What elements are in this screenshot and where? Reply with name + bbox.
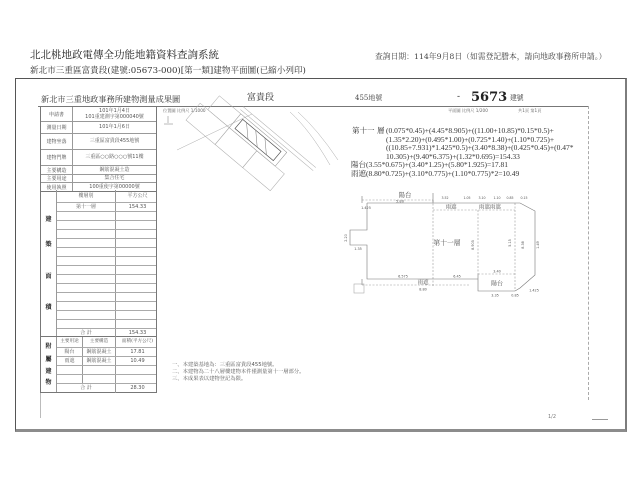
location-map-caption: 位置圖 比例尺 1/1000 — [163, 108, 206, 113]
side-char: 面 — [45, 273, 52, 280]
page-caption: 共1頁 第1頁 — [518, 108, 542, 113]
use-cell: 陽台 — [64, 348, 75, 355]
office-title: 新北市三重地政事務所建物測量成果圖 — [41, 94, 181, 104]
plan-dim: 3.35 — [491, 293, 499, 298]
floor-plan-labels — [344, 190, 540, 298]
formula-line: 10.305)+(9.40*6.375)+(1.32*0.695)=154.33 — [386, 151, 520, 161]
plan-caption: 平面圖 比例尺 1/200 — [448, 108, 488, 113]
header-area: 平方公尺 — [115, 190, 159, 202]
plan-dim: 3.52 — [441, 196, 449, 200]
plan-dim: 0.15 — [520, 196, 528, 200]
plan-top-canopy-label: 雨遮 — [445, 204, 457, 211]
side-char: 附 — [45, 343, 52, 350]
plan-top-canopy-label: 雨遮雨遮 — [478, 204, 502, 211]
info-value: 三重區富貴段455地號 — [89, 138, 140, 145]
system-title: 北北桃地政電傳全功能地籍資料查詢系統 — [30, 49, 219, 61]
structure-cell: 鋼筋混凝土 — [82, 357, 115, 365]
side-char: 築 — [45, 241, 52, 248]
land-number: 455地號 — [355, 94, 383, 102]
plan-dim: 2.20 — [344, 234, 348, 242]
total-value: 154.33 — [115, 329, 159, 337]
header-use: 主要用途 — [60, 338, 79, 344]
plan-dim: 1.35 — [354, 247, 362, 251]
area-cell: 10.49 — [115, 357, 159, 365]
plan-floor-label: 第十一層 — [433, 239, 461, 247]
info-value: 101年1月6日 — [99, 124, 130, 131]
plan-dim: 8.38 — [521, 241, 525, 249]
header-area: 面積(平方公尺) — [115, 337, 159, 347]
plan-bottom-canopy-label: 雨遮 — [417, 280, 429, 286]
query-date: 查詢日期：114年9月8日（如需登記謄本，請向地政事務所申請。） — [375, 52, 607, 61]
page-mark: 1/2 — [548, 414, 557, 420]
plan-dim: 8.905 — [471, 240, 475, 250]
plan-dim: 6.575 — [398, 274, 408, 279]
total-value: 28.30 — [115, 384, 159, 393]
info-label: 主要用途 — [41, 175, 73, 182]
info-label: 使用執照 — [41, 183, 73, 191]
formula-line: (1.35*2.20)+(0.495*1.00)+(0.725*1.40)+(1.10*0.725)+ — [386, 134, 555, 144]
side-char: 建 — [45, 216, 52, 223]
info-value: 三重區○○路○○○號11樓 — [85, 154, 144, 161]
use-cell: 雨遮 — [64, 357, 75, 364]
plan-dim: 8.80 — [419, 287, 427, 292]
location-map — [164, 84, 338, 204]
area-cell: 17.81 — [115, 348, 159, 356]
info-label: 建物坐落 — [41, 134, 73, 149]
plan-dim: 1.425 — [361, 206, 371, 210]
plan-dim: 3.40 — [493, 269, 501, 274]
note-line: 一、本建築基地為：三重區富貴段455地號。 — [172, 362, 278, 368]
info-label: 申請書 — [41, 107, 73, 121]
info-label: 主要構造 — [41, 166, 73, 174]
building-number-prefix: - — [457, 92, 461, 102]
section-name: 富貴段 — [247, 93, 275, 103]
plan-top-balcony-label: 陽台 — [398, 191, 412, 199]
info-label: 建物門牌 — [41, 150, 73, 165]
info-value: 鋼筋混凝土造 — [99, 166, 130, 173]
formula-floor-label: 第十一 — [352, 126, 375, 135]
info-label: 測量日期 — [41, 122, 73, 133]
building-number: 5673 — [471, 90, 508, 105]
formula-canopy: (8.80*0.725)+(3.10*0.775)+(1.10*0.775)*2=10.49 — [366, 168, 520, 178]
floor-cell: 第十一層 — [75, 203, 96, 210]
total-label: 合 計 — [80, 329, 92, 336]
plan-dim: 1.10 — [493, 196, 501, 200]
formula-balcony: (3.55*0.675)+(3.40*1.25)+(5.80*1.925)=17.81 — [366, 160, 509, 169]
plan-dim: 3.10 — [478, 196, 486, 200]
side-char: 建 — [45, 368, 52, 375]
info-value: 100重使字第00000號 — [89, 183, 140, 190]
application-number: 101重建測字第000040號 — [85, 114, 144, 120]
formula-balcony-label: 陽台 — [351, 160, 366, 169]
formula-canopy-label: 雨遮 — [351, 168, 366, 178]
plan-dim: 1.425 — [529, 288, 539, 293]
structure-cell: 鋼筋混凝土 — [82, 348, 115, 356]
plan-dim: 6.45 — [453, 274, 461, 279]
plan-dim: 5.15 — [508, 239, 512, 247]
note-line: 三、本成果表以建物登記為限。 — [172, 376, 247, 382]
formula-line: (0.075*0.45)+(4.45*8.905)+((11.00+10.85)*0.15*0.5)+ — [386, 126, 554, 135]
header-floor: 樓層別 — [78, 192, 94, 199]
formula-line: ((10.85+7.931)*1.425*0.5)+(3.40*8.38)+(0.425*0.45)+(0.47* — [386, 143, 574, 152]
side-char: 物 — [45, 379, 52, 386]
plan-dim: 1.49 — [536, 241, 540, 249]
plan-dim: 5.80 — [395, 199, 405, 204]
info-value: 集合住宅 — [104, 175, 125, 182]
north-arrow-icon — [164, 116, 173, 124]
building-number-suffix: 建號 — [510, 94, 524, 102]
application-date: 101年1月4日 — [99, 107, 130, 114]
side-char: 積 — [45, 304, 52, 311]
header-structure: 主要構造 — [82, 337, 115, 347]
formula-floor-unit: 層 — [377, 126, 385, 135]
note-line: 二、本建物為二十八層樓建物本件僅測量第十一層部分。 — [172, 369, 305, 375]
document-subtitle: 新北市三重區富貴段(建號:05673-000)[第一類]建物平面圖(已縮小列印) — [30, 66, 306, 76]
side-char: 屬 — [45, 356, 52, 363]
plan-dim: 0.85 — [506, 196, 514, 200]
total-label: 合 計 — [80, 385, 92, 391]
plan-bottom-balcony-label: 陽台 — [490, 280, 504, 288]
plan-dim: 1.05 — [463, 196, 471, 200]
area-cell: 154.33 — [115, 203, 159, 211]
plan-dim: 0.85 — [511, 293, 519, 298]
